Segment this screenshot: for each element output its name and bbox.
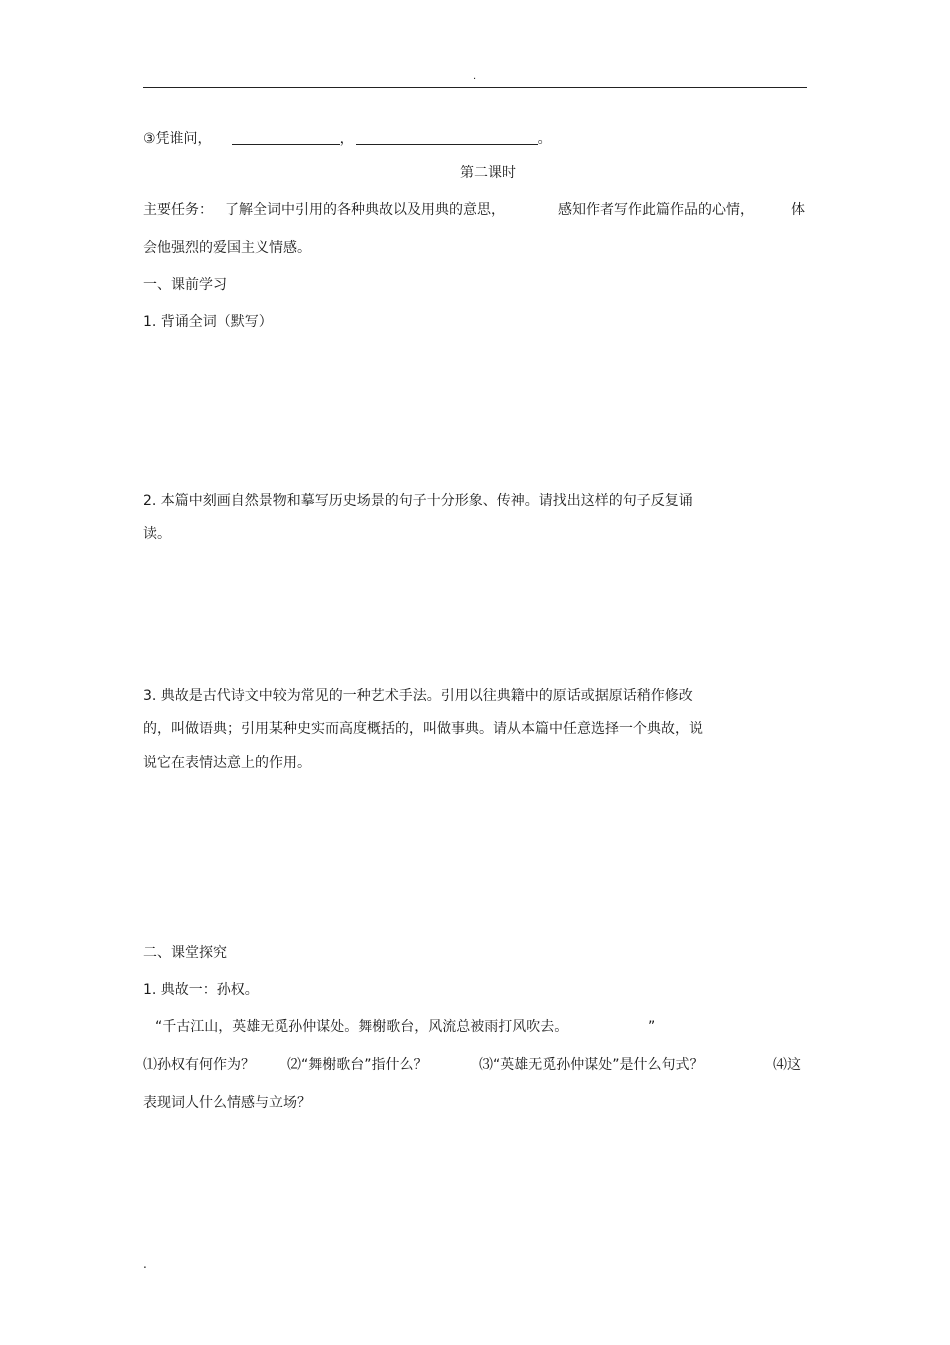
quote-text: “千古江山，英雄无觅孙仲谋处。舞榭歌台，风流总被雨打风吹去。: [155, 1019, 569, 1035]
task-text-line2: 会他强烈的爱国主义情感。: [143, 240, 311, 256]
fill-prefix: ③凭谁问，: [143, 131, 212, 147]
section2-heading: 二、课堂探究: [143, 945, 227, 961]
item-1: 1. 典故一：孙权。: [143, 982, 259, 998]
question-3-line3: 说它在表情达意上的作用。: [143, 755, 311, 771]
sub-question-3: ⑶“英雄无觅孙仲谋处”是什么句式？: [479, 1057, 704, 1073]
task-text-2: 感知作者写作此篇作品的心情，: [558, 202, 754, 218]
lesson-title: 第二课时: [460, 165, 516, 181]
header-dot: .: [473, 71, 477, 82]
blank-2[interactable]: [356, 130, 538, 145]
question-3-line2: 的，叫做语典；引用某种史实而高度概括的，叫做事典。请从本篇中任意选择一个典故，说: [143, 721, 703, 737]
sub-question-2: ⑵“舞榭歌台”指什么？: [287, 1057, 428, 1073]
fill-period: 。: [537, 131, 552, 147]
question-3-line1: 3. 典故是古代诗文中较为常见的一种艺术手法。引用以往典籍中的原话或据原话稍作修改: [143, 688, 693, 704]
quote-end: ”: [648, 1019, 656, 1035]
sub-question-1: ⑴孙权有何作为？: [143, 1057, 255, 1073]
sub-question-4-line2: 表现词人什么情感与立场？: [143, 1095, 311, 1111]
footer-dot: .: [143, 1257, 147, 1271]
sub-question-4: ⑷这: [773, 1057, 801, 1073]
task-label: 主要任务：: [143, 202, 213, 218]
fill-in-line: [143, 130, 552, 146]
task-text-1: 了解全词中引用的各种典故以及用典的意思，: [225, 202, 505, 218]
section1-heading: 一、课前学习: [143, 277, 227, 293]
question-1: 1. 背诵全词（默写）: [143, 314, 273, 330]
blank-1[interactable]: [232, 130, 340, 145]
question-2-line1: 2. 本篇中刻画自然景物和摹写历史场景的句子十分形象、传神。请找出这样的句子反复诵: [143, 493, 693, 509]
task-text-3: 体: [791, 202, 805, 218]
question-2-line2: 读。: [143, 526, 171, 542]
fill-comma: ，: [339, 131, 354, 147]
header-rule: [143, 87, 807, 88]
